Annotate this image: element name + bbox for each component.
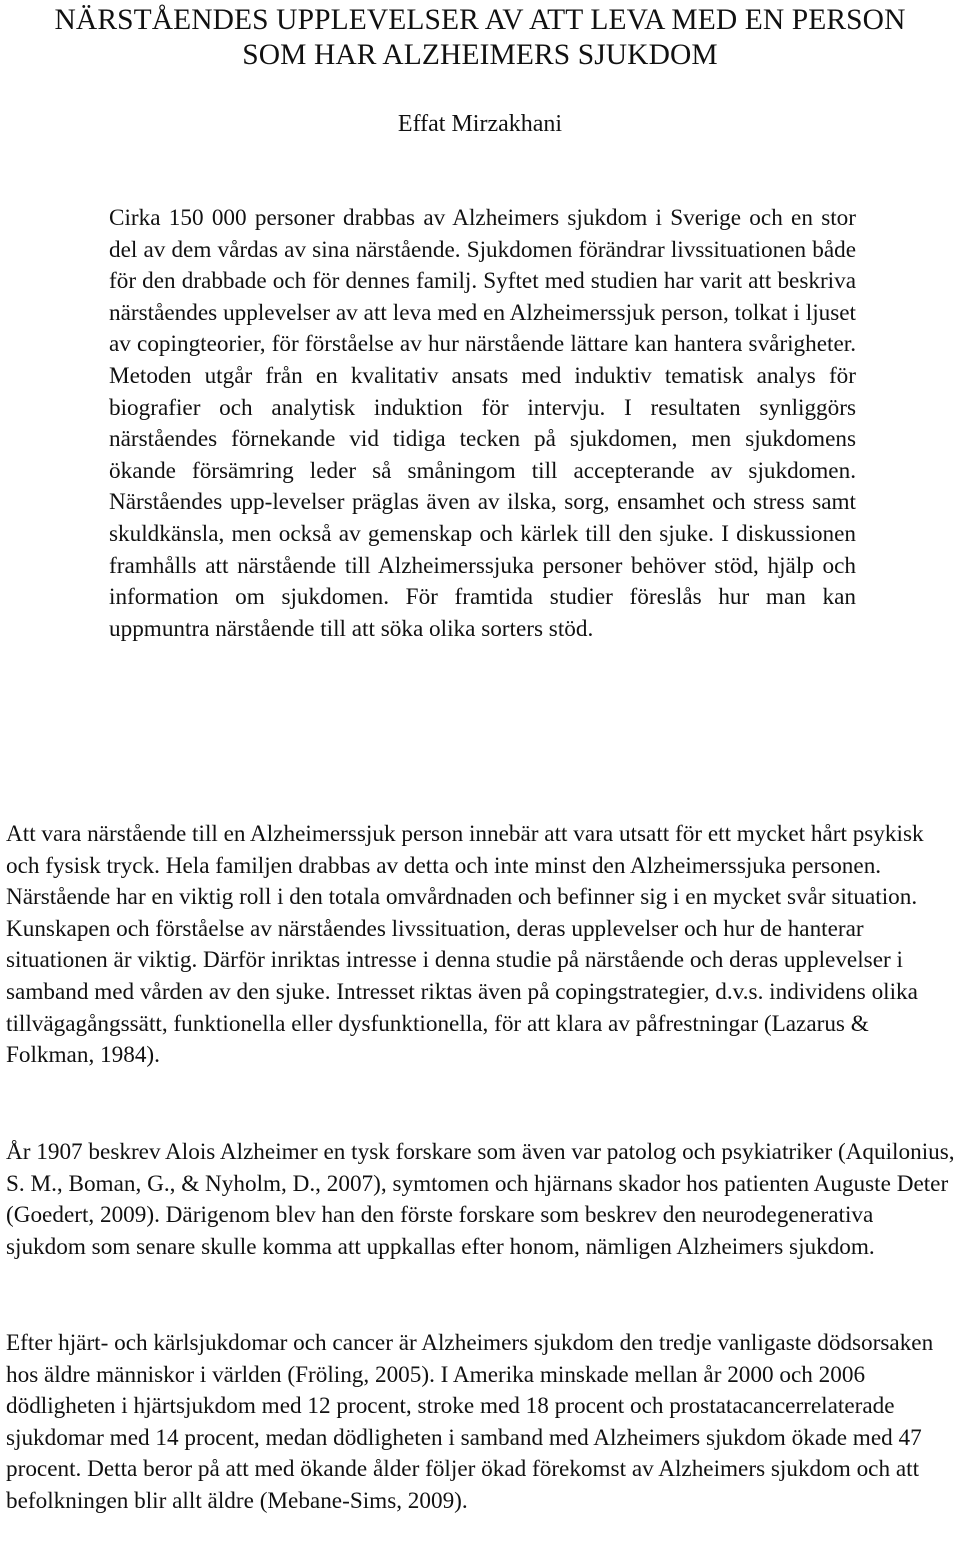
- title-line-1: NÄRSTÅENDES UPPLEVELSER AV ATT LEVA MED EN PERSON: [54, 4, 906, 36]
- body-paragraph-1: Att vara närstående till en Alzheimerssjuk person innebär att vara utsatt för ett mycket hårt psykisk och fysisk tryck. Hela familjen drabbas av detta och inte minst den Alzheimerssjuka personen. Närstående har en viktig roll i den totala omvårdnaden och befinner sig i en mycket svår situation. Kunskapen och förståelse av närståendes livssituation, deras upplevelser och hur de hanterar situationen är viktig. Därför inriktas intresse i denna studie på närstående och deras upplevelser i samband med vården av den sjuke. Intresset riktas även på copingstrategier, d.v.s. individens olika tillvägagångssätt, funktionella eller dysfunktionella, för att klara av påfrestningar (Lazarus & Folkman, 1984).: [6, 821, 924, 1069]
- abstract: Cirka 150 000 personer drabbas av Alzheimers sjukdom i Sverige och en stor del av dem vårdas av sina närstående. Sjukdomen förändrar livssituationen både för den drabbade och för dennes familj. Syftet med studien har varit att beskriva närståendes upplevelser av att leva med en Alzheimerssjuk person, tolkat i ljuset av copingteorier, för förståelse av hur närstående lättare kan hantera svårigheter. Metoden utgår från en kvalitativ ansats med induktiv tematisk analys för biografier och analytisk induktion för intervju. I resultaten synliggörs närståendes förnekande vid tidiga tecken på sjukdomen, men sjukdomens ökande försämring leder så småningom till accepterande av sjukdomen. Närståendes upp-levelser präglas även av ilska, sorg, ensamhet och stress samt skuldkänsla, men också av gemenskap och kärlek till den sjuke. I diskussionen framhålls att närstående till Alzheimerssjuka personer behöver stöd, hjälp och information om sjukdomen. För framtida studier föreslås hur man kan uppmuntra närstående till att söka olika sorters stöd.: [109, 205, 856, 642]
- body-paragraph-2: År 1907 beskrev Alois Alzheimer en tysk forskare som även var patolog och psykiatriker (Aquilonius, S. M., Boman, G., & Nyholm, D., 2007), symtomen och hjärnans skador hos patienten Auguste Deter (Goedert, 2009). Därigenom blev han den förste forskare som beskrev den neurodegenerativa sjukdom som senare skulle komma att uppkallas efter honom, nämligen Alzheimers sjukdom.: [6, 1139, 955, 1260]
- document-title: [0, 3, 960, 73]
- author-name: Effat Mirzakhani: [397, 111, 563, 137]
- body-paragraph-3: Efter hjärt- och kärlsjukdomar och cancer är Alzheimers sjukdom den tredje vanligaste dödsorsaken hos äldre människor i världen (Fröling, 2005). I Amerika minskade mellan år 2000 och 2006 dödligheten i hjärtsjukdom med 12 procent, stroke med 18 procent och prostatacancerrelaterade sjukdomar med 14 procent, medan dödligheten i samband med Alzheimers sjukdom ökade med 47 procent. Detta beror på att med ökande ålder följer ökad förekomst av Alzheimers sjukdom och att befolkningen blir allt äldre (Mebane-Sims, 2009).: [6, 1330, 934, 1514]
- title-line-2: SOM HAR ALZHEIMERS SJUKDOM: [242, 39, 718, 71]
